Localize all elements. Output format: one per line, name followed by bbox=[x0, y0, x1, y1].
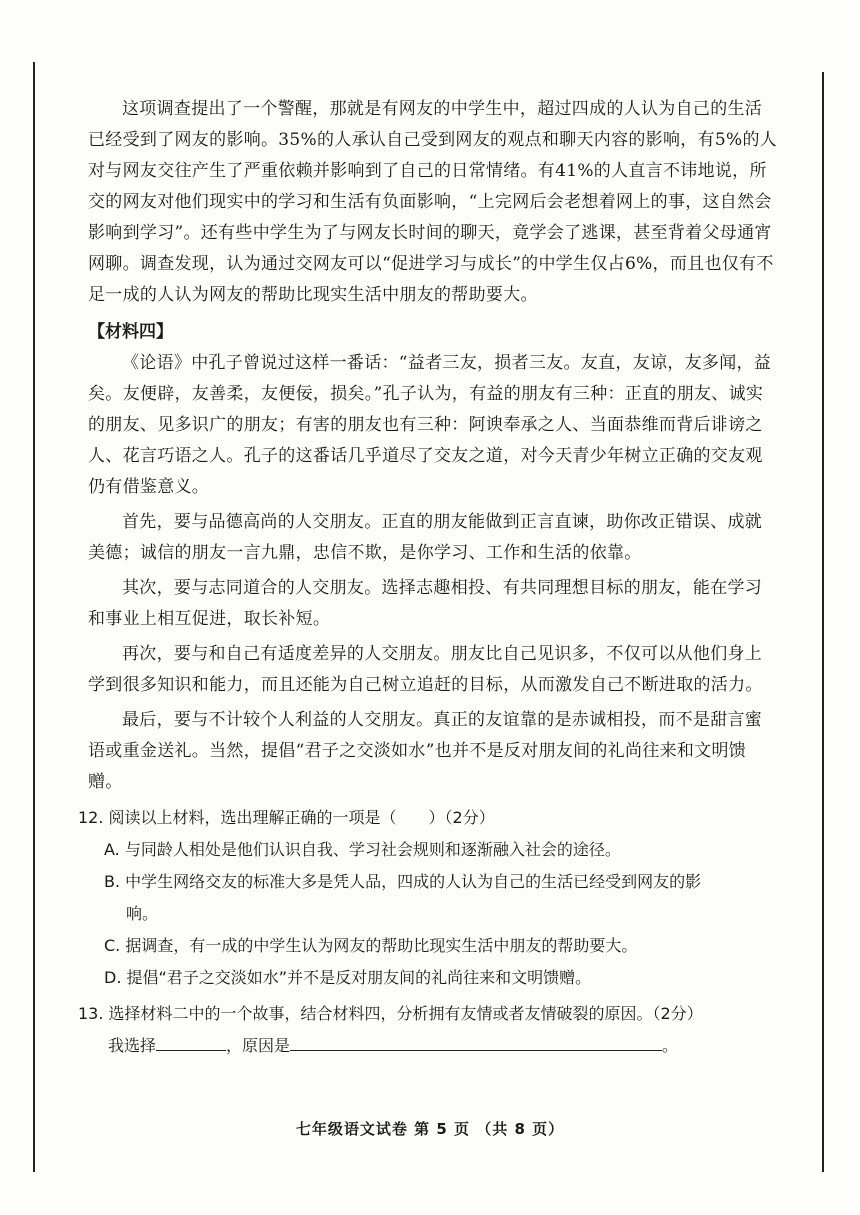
material4-paragraph-5: 最后，要与不计较个人利益的人交朋友。真正的友谊靠的是赤诚相投，而不是甜言蜜语或重金送礼。当然，提倡“君子之交淡如水”也并不是反对朋友间的礼尚往来和文明馈赠。 bbox=[88, 710, 763, 792]
question-13 bbox=[78, 998, 778, 1030]
question-13-answer-line bbox=[88, 1030, 778, 1062]
question-12-option-d: D. 提倡“君子之交淡如水”并不是反对朋友间的礼尚往来和文明馈赠。 bbox=[104, 968, 592, 987]
question-12-option-a: A. 与同龄人相处是他们认识自我、学习社会规则和逐渐融入社会的途径。 bbox=[104, 840, 621, 859]
page-footer: 七年级语文试卷 第 5 页 （共 8 页） bbox=[295, 1120, 565, 1138]
survey-paragraph: 这项调查提出了一个警醒，那就是有网友的中学生中，超过四成的人认为自己的生活已经受到了网友的影响。35%的人承认自己受到网友的观点和聊天内容的影响，有5%的人对与网友交往产生了严重依赖并影响到了自己的日常情绪。有41%的人直言不讳地说，所交的网友对他们现实中的学习和生活有负面影响，“上完网后会老想着网上的事，这自然会影响到学习”。还有些中学生为了与网友长时间的聊天，竟学会了逃课，甚至背着父母通宵网聊。调查发现，认为通过交网友可以“促进学习与成长”的中学生仅占6%，而且也仅有不足一成的人认为网友的帮助比现实生活中朋友的帮助要大。 bbox=[88, 99, 778, 305]
answer-middle: ，原因是 bbox=[226, 1036, 291, 1055]
material4-paragraph-3: 其次，要与志同道合的人交朋友。选择志趣相投、有共同理想目标的朋友，能在学习和事业上相互促进，取长补短。 bbox=[88, 578, 763, 629]
question-12 bbox=[78, 802, 778, 834]
page-content bbox=[78, 94, 778, 1062]
question-12-option-c: C. 据调查，有一成的中学生认为网友的帮助比现实生活中朋友的帮助要大。 bbox=[104, 936, 638, 955]
question-12-option-b-continued: 响。 bbox=[126, 904, 159, 923]
question-12-option-b: B. 中学生网络交友的标准大多是凭人品，四成的人认为自己的生活已经受到网友的影 bbox=[104, 872, 702, 891]
answer-prefix: 我选择 bbox=[108, 1036, 157, 1055]
choice-blank[interactable] bbox=[156, 1034, 226, 1051]
material4-heading: 【材料四】 bbox=[88, 322, 173, 342]
reason-blank[interactable] bbox=[290, 1034, 662, 1051]
page-border-right bbox=[822, 72, 824, 1172]
material4-paragraph-1: 《论语》中孔子曾说过这样一番话：“益者三友，损者三友。友直，友谅，友多闻，益矣。友便辟，友善柔，友便佞，损矣。”孔子认为，有益的朋友有三种：正直的朋友、诚实的朋友、见多识广的朋友；有害的朋友也有三种：阿谀奉承之人、当面恭维而背后诽谤之人、花言巧语之人。孔子的这番话几乎道尽了交友之道，对今天青少年树立正确的交友观仍有借鉴意义。 bbox=[88, 353, 772, 497]
question-12-stem: 12. 阅读以上材料，选出理解正确的一项是（ ）（2分） bbox=[78, 808, 495, 827]
answer-end: 。 bbox=[662, 1036, 679, 1055]
material4-paragraph-2: 首先，要与品德高尚的人交朋友。正直的朋友能做到正言直谏，助你改正错误、成就美德；诚信的朋友一言九鼎，忠信不欺，是你学习、工作和生活的依靠。 bbox=[88, 512, 763, 563]
material4-paragraph-4: 再次，要与和自己有适度差异的人交朋友。朋友比自己见识多，不仅可以从他们身上学到很多知识和能力，而且还能为自己树立追赶的目标，从而激发自己不断进取的活力。 bbox=[88, 644, 763, 695]
question-13-stem: 13. 选择材料二中的一个故事，结合材料四，分析拥有友情或者友情破裂的原因。（2分） bbox=[78, 1004, 703, 1023]
page-border-left bbox=[33, 62, 35, 1172]
